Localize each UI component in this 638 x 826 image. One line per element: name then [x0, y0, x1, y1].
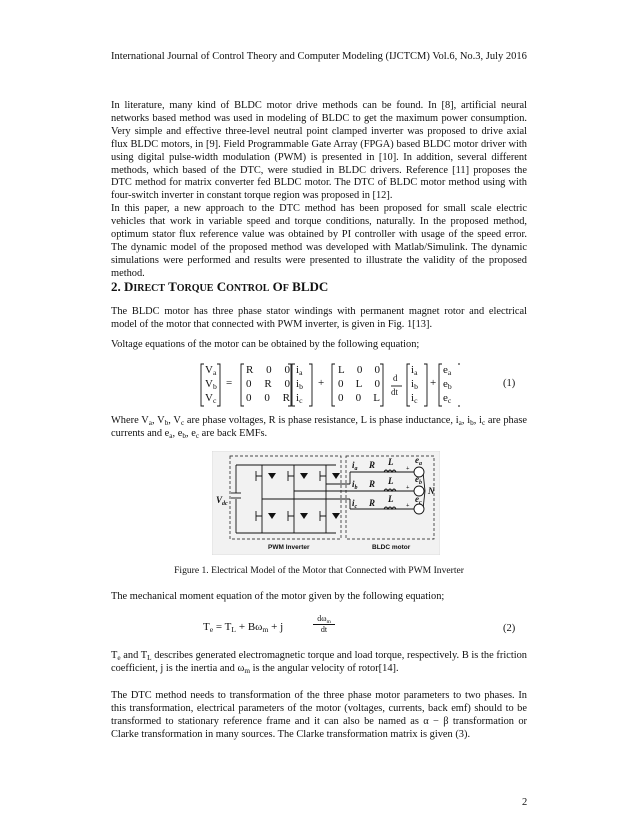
svg-text:L: L	[388, 457, 394, 467]
plus-sign-2: +	[430, 377, 437, 389]
svg-text:R: R	[369, 460, 376, 470]
svg-text:+: +	[406, 485, 410, 491]
vector-i-1: $i_a$ $i_b$ $i_c$	[296, 364, 303, 405]
paragraph-proposed-method: In this paper, a new approach to the DTC method has been proposed for small scale electric vehicles that work in variable speed and torque conditions, naturally. In the proposed method, optimum stator flux reference value was obtained by PI controller with usage of the speed error. The dynamic model of the proposed method was developed with Matlab/Simulink. The dynamic simulations were performed and results were presented to illustrate the validity of the proposed method.	[111, 203, 527, 279]
svg-text:ea: $e_a$	[415, 455, 422, 467]
section-heading: 2. DIRECT TORQUE CONTROL OF BLDC	[111, 279, 329, 294]
running-header: International Journal of Control Theory and Computer Modeling (IJCTCM) Vol.6, No.3, July 2016	[111, 51, 527, 62]
paragraph-torque: $T_e$ and $T_L$ describes generated electromagnetic torque and load torque, respectively. B is the friction coefficient, j is the inertia and $\omega_m$ is the angular velocity of rotor[14].	[111, 650, 527, 675]
svg-text:L: L	[388, 476, 394, 486]
matrix-l: L 0 0 0 L 0 0 0 L	[338, 364, 380, 404]
page-number: 2	[522, 797, 528, 808]
paragraph-where: Where $V_a$, $V_b$, $V_c$ are phase voltages, R is phase resistance, L is phase inductance, $i_a$, $i_b$, $i_c$ are phase currents and $e_a$, $e_b$, $e_c$ are back EMFs.	[111, 415, 527, 440]
svg-text:ec: $e_c$	[415, 494, 422, 506]
svg-text:ia: $i_a$	[352, 460, 358, 472]
figure-1-circuit	[212, 451, 440, 555]
paragraph-literature: In literature, many kind of BLDC motor drive methods can be found. In [8], artificial neural networks based method was used in modeling of BLDC to get the maximum power consumption. Very simple and effective three-level neutral point clamped inverter was proposed to drive axial flux BLDC motors, in [9]. Field Programmable Gate Array (FPGA) based BLDC motor driver with using digital pulse-width modulation (PWM) is presented in [10]. In addition, several different methods, which based of the DTC, were studied in BLDC drivers. Reference [11] proposes the DTC method for matrix converter fed BLDC motor. The DTC of BLDC motor method using with four-switch inverter in constant torque region was proposed in [12].	[111, 100, 527, 202]
paragraph-dtc-transformation: The DTC method needs to transformation of the three phase motor parameters to two phases. In this transformation, electrical parameters of the motor (voltages, currents, back emf) should to be transformed to stationary reference frame and it can also be named as α − β transformation or Clarke transformation in many sources. The Clarke transformation matrix is given (3).	[111, 690, 527, 740]
plus-sign-1: +	[318, 377, 325, 389]
paragraph-mechanical: The mechanical moment equation of the motor given by the following equation;	[111, 591, 445, 602]
derivative-d: d	[393, 373, 398, 383]
vector-e: $e_a$ $e_b$ $e_c$	[443, 364, 452, 405]
svg-text:N: N	[428, 486, 435, 496]
svg-text:R: R	[369, 479, 376, 489]
svg-text:L: L	[388, 494, 394, 504]
figure-1-caption: Figure 1. Electrical Model of the Motor that Connected with PWM Inverter	[174, 565, 464, 576]
pwm-inverter-label: PWM Inverter	[268, 544, 310, 551]
equation-2-body: $T_e = T_L + B\omega_m + j$	[203, 621, 284, 634]
svg-text:ic: $i_c$	[352, 498, 358, 510]
bldc-motor-label: BLDC motor	[372, 544, 411, 551]
equation-2-fraction: $d\omega_m$ dt	[313, 614, 335, 635]
svg-text:R: R	[369, 498, 376, 508]
equation-1-number: (1)	[503, 378, 516, 389]
svg-text:+: +	[406, 503, 410, 509]
paragraph-bldc-intro: The BLDC motor has three phase stator windings with permanent magnet rotor and electrical model of the motor that connected with PWM inverter, is given in Fig. 1[13].	[111, 306, 527, 330]
matrix-r: R 0 0 0 R 0 0 0 R	[246, 364, 290, 404]
svg-text:ib: $i_b$	[352, 479, 358, 491]
label-vdc: $V_{dc}$	[216, 495, 228, 507]
vector-i-2: $i_a$ $i_b$ $i_c$	[411, 364, 418, 405]
paragraph-voltage-intro: Voltage equations of the motor can be obtained by the following equation;	[111, 339, 420, 350]
equation-2-number: (2)	[503, 623, 516, 634]
svg-text:eb: $e_b$	[415, 474, 422, 486]
svg-text:+: +	[406, 466, 410, 472]
equation-1-brackets	[200, 362, 460, 410]
equals-sign: =	[226, 377, 233, 389]
derivative-dt: dt	[391, 387, 399, 397]
vector-v: $V_a$ $V_b$ $V_c$	[205, 364, 217, 405]
